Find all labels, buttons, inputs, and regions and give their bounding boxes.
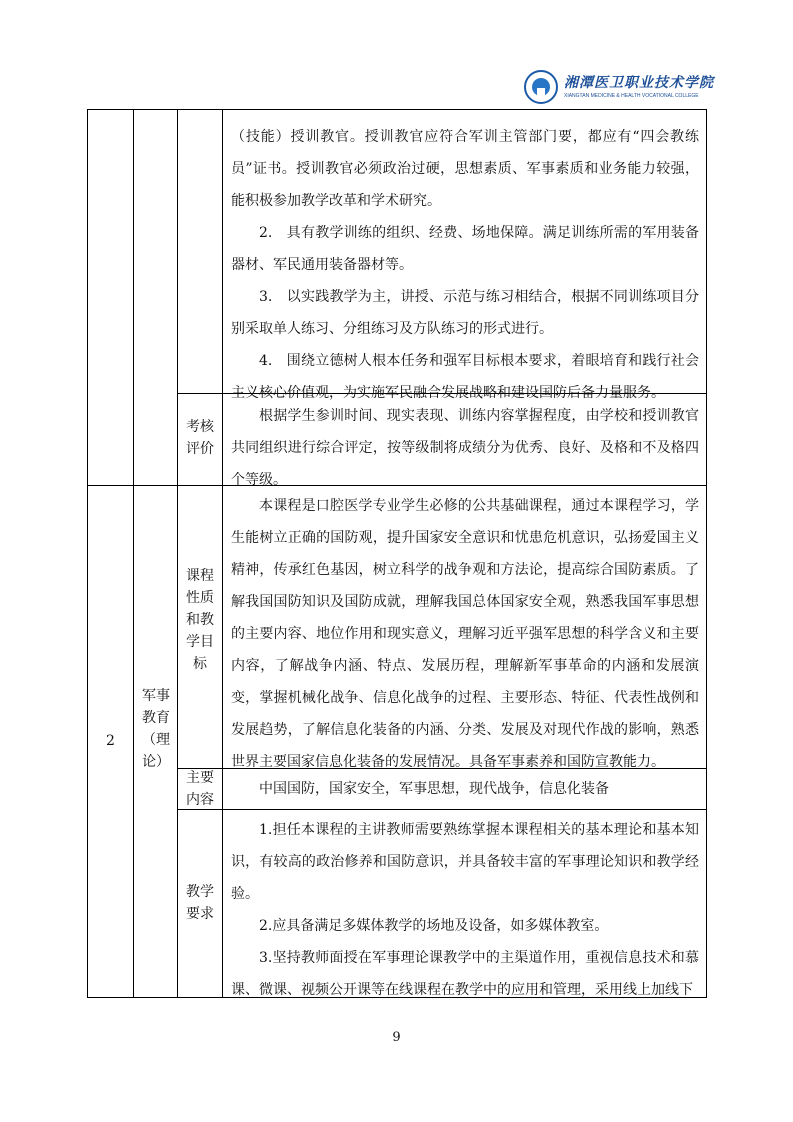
requirements-cell <box>231 121 699 409</box>
school-emblem-icon <box>524 70 558 104</box>
assessment-cell <box>231 400 699 496</box>
school-name-en: XIANGTAN MEDICINE & HEALTH VOCATIONAL COLLEGE <box>564 93 699 99</box>
row-number: 2 <box>106 733 115 749</box>
content-cell <box>231 773 699 805</box>
requirement-item: 2. 具有教学训练的组织、经费、场地保障。满足训练所需的军用装备器材、军民通用装备器材等。 <box>231 225 699 273</box>
content-label: 主要内容 <box>186 770 214 808</box>
content-text: 中国国防，国家安全，军事思想，现代战争，信息化装备 <box>259 781 609 797</box>
school-logo <box>524 66 714 110</box>
assessment-text: 根据学生参训时间、现实表现、训练内容掌握程度，由学校和授训教官共同组织进行综合评定，按等级制将成绩分为优秀、良好、及格和不及格四个等级。 <box>231 408 699 488</box>
teaching-item: 2.应具备满足多媒体教学的场地及设备，如多媒体教室。 <box>259 918 609 934</box>
nature-text: 本课程是口腔医学专业学生必修的公共基础课程，通过本课程学习，学生能树立正确的国防观，提升国家安全意识和忧患危机意识，弘扬爱国主义精神，传承红色基因，树立科学的战争观和方法论，提高综合国防素质。了解我国国防知识及国防成就，理解我国总体国家安全观，熟悉我国军事思想的主要内容、地位作用和现实意义，理解习近平强军思想的科学含义和主要内容，了解战争内涵、特点、发展历程，理解新军事革命的内涵和发展演变，掌握机械化战争、信息化战争的过程、主要形态、特征、代表性战例和发展趋势，了解信息化装备的内涵、分类、发展及对现代作战的影响，熟悉世界主要国家信息化装备的发展情况。具备军事素养和国防宣教能力。 <box>231 498 699 770</box>
nature-cell <box>231 490 699 778</box>
nature-label: 课程性质和教学目标 <box>186 568 214 672</box>
teaching-cell <box>231 814 699 1006</box>
assessment-label: 考核评价 <box>186 419 214 457</box>
teaching-item: 3.坚持教师面授在军事理论课教学中的主渠道作用，重视信息技术和慕课、微课、视频公开课等在线课程在教学中的应用和管理，采用线上加线下 <box>231 950 699 998</box>
teaching-item: 1.担任本课程的主讲教师需要熟练掌握本课程相关的基本理论和基本知识，有较高的政治修养和国防意识，并具备较丰富的军事理论知识和教学经验。 <box>231 822 699 902</box>
course-name: 军事教育（理论） <box>142 688 170 770</box>
requirement-item: 3. 以实践教学为主，讲授、示范与练习相结合，根据不同训练项目分别采取单人练习、分组练习及方队练习的形式进行。 <box>231 289 699 337</box>
page-number: 9 <box>392 1030 401 1045</box>
requirement-item: 4. 围绕立德树人根本任务和强军目标根本要求，着眼培育和践行社会主义核心价值观，为实施军民融合发展战略和建设国防后备力量服务。 <box>231 353 699 401</box>
teaching-label: 教学要求 <box>186 884 214 922</box>
requirement-item: （技能）授训教官。授训教官应符合军训主管部门要，都应有“四会教练员”证书。授训教官必须政治过硬，思想素质、军事素质和业务能力较强，能积极参加教学改革和学术研究。 <box>231 129 699 209</box>
school-name-cn: 湘潭医卫职业技术学院 <box>564 75 714 91</box>
